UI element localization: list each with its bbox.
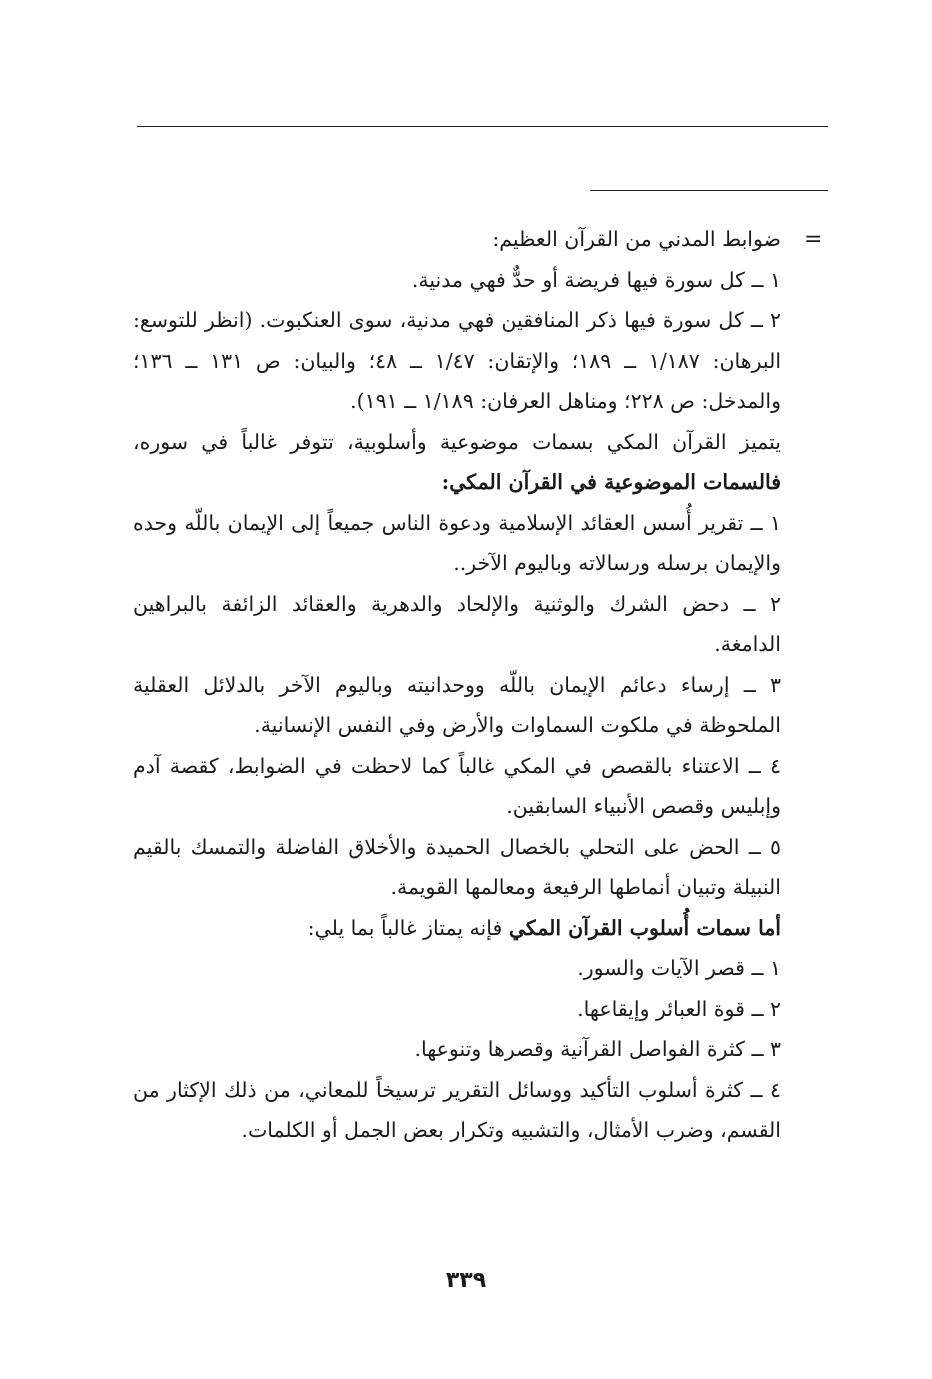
footnote-title: ضوابط المدني من القرآن العظيم: (492, 227, 781, 251)
style-heading-rest: فإنه يمتاز غالباً بما يلي: (307, 915, 509, 940)
topical-item: ٣ ــ إرساء دعائم الإيمان باللّه ووحدانيته وباليوم الآخر بالدلائل العقلية الملحوظة في ملكوت السماوات والأرض وفي النفس الإنسانية. (133, 672, 781, 737)
header-divider (137, 126, 828, 127)
topical-item: ١ ــ تقرير أُسس العقائد الإسلامية ودعوة الناس جميعاً إلى الإيمان باللّه وحده والإيمان برسله ورسالاته وباليوم الآخر.. (133, 510, 781, 575)
style-item: ٣ ــ كثرة الفواصل القرآنية وقصرها وتنوعها. (414, 1037, 781, 1061)
style-item: ٤ ــ كثرة أسلوب التأكيد ووسائل التقرير ترسيخاً للمعاني، من ذلك الإكثار من القسم، وضرب الأمثال، والتشبيه وتكرار بعض الجمل أو الكلمات. (133, 1077, 781, 1142)
topical-heading: فالسمات الموضوعية في القرآن المكي: (441, 470, 781, 494)
footnote-continuation-mark: = (804, 227, 823, 252)
page-number: ٣٣٩ (445, 1268, 487, 1293)
topical-item: ٤ ــ الاعتناء بالقصص في المكي غالباً كما لاحظت في الضوابط، كقصة آدم وإبليس وقصص الأنبياء السابقين. (133, 753, 781, 818)
footnote-divider (590, 190, 828, 191)
topical-item: ٢ ــ دحض الشرك والوثنية والإلحاد والدهرية والعقائد الزائفة بالبراهين الدامغة. (133, 591, 781, 656)
intro-paragraph (133, 422, 781, 503)
intro-text: يتميز القرآن المكي بسمات موضوعية وأسلوبية، تتوفر غالباً في سوره، (133, 429, 781, 454)
style-item: ٢ ــ قوة العبائر وإيقاعها. (577, 996, 781, 1021)
style-heading (133, 908, 781, 949)
footnote-item: ١ ــ كل سورة فيها فريضة أو حدٌّ فهي مدنية. (411, 267, 781, 292)
page-content (133, 219, 781, 1151)
topical-item: ٥ ــ الحض على التحلي بالخصال الحميدة والأخلاق الفاضلة والتمسك بالقيم النبيلة وتبيان أنماطها الرفيعة ومعالمها القويمة. (133, 834, 781, 899)
footnote-item: ٢ ــ كل سورة فيها ذكر المنافقين فهي مدنية، سوى العنكبوت. (انظر للتوسع: البرهان: ١/١٨٧ ــ ١٨٩؛ والإتقان: ١/٤٧ ــ ٤٨؛ والبيان: ص ١٣١ ــ ١٣٦؛ والمدخل: ص ٢٢٨؛ ومناهل العرفان: ١/١٨٩ ــ ١٩١). (133, 308, 782, 413)
style-item: ١ ــ قصر الآيات والسور. (577, 956, 781, 980)
style-heading-bold: أما سمات أُسلوب القرآن المكي (508, 915, 781, 940)
